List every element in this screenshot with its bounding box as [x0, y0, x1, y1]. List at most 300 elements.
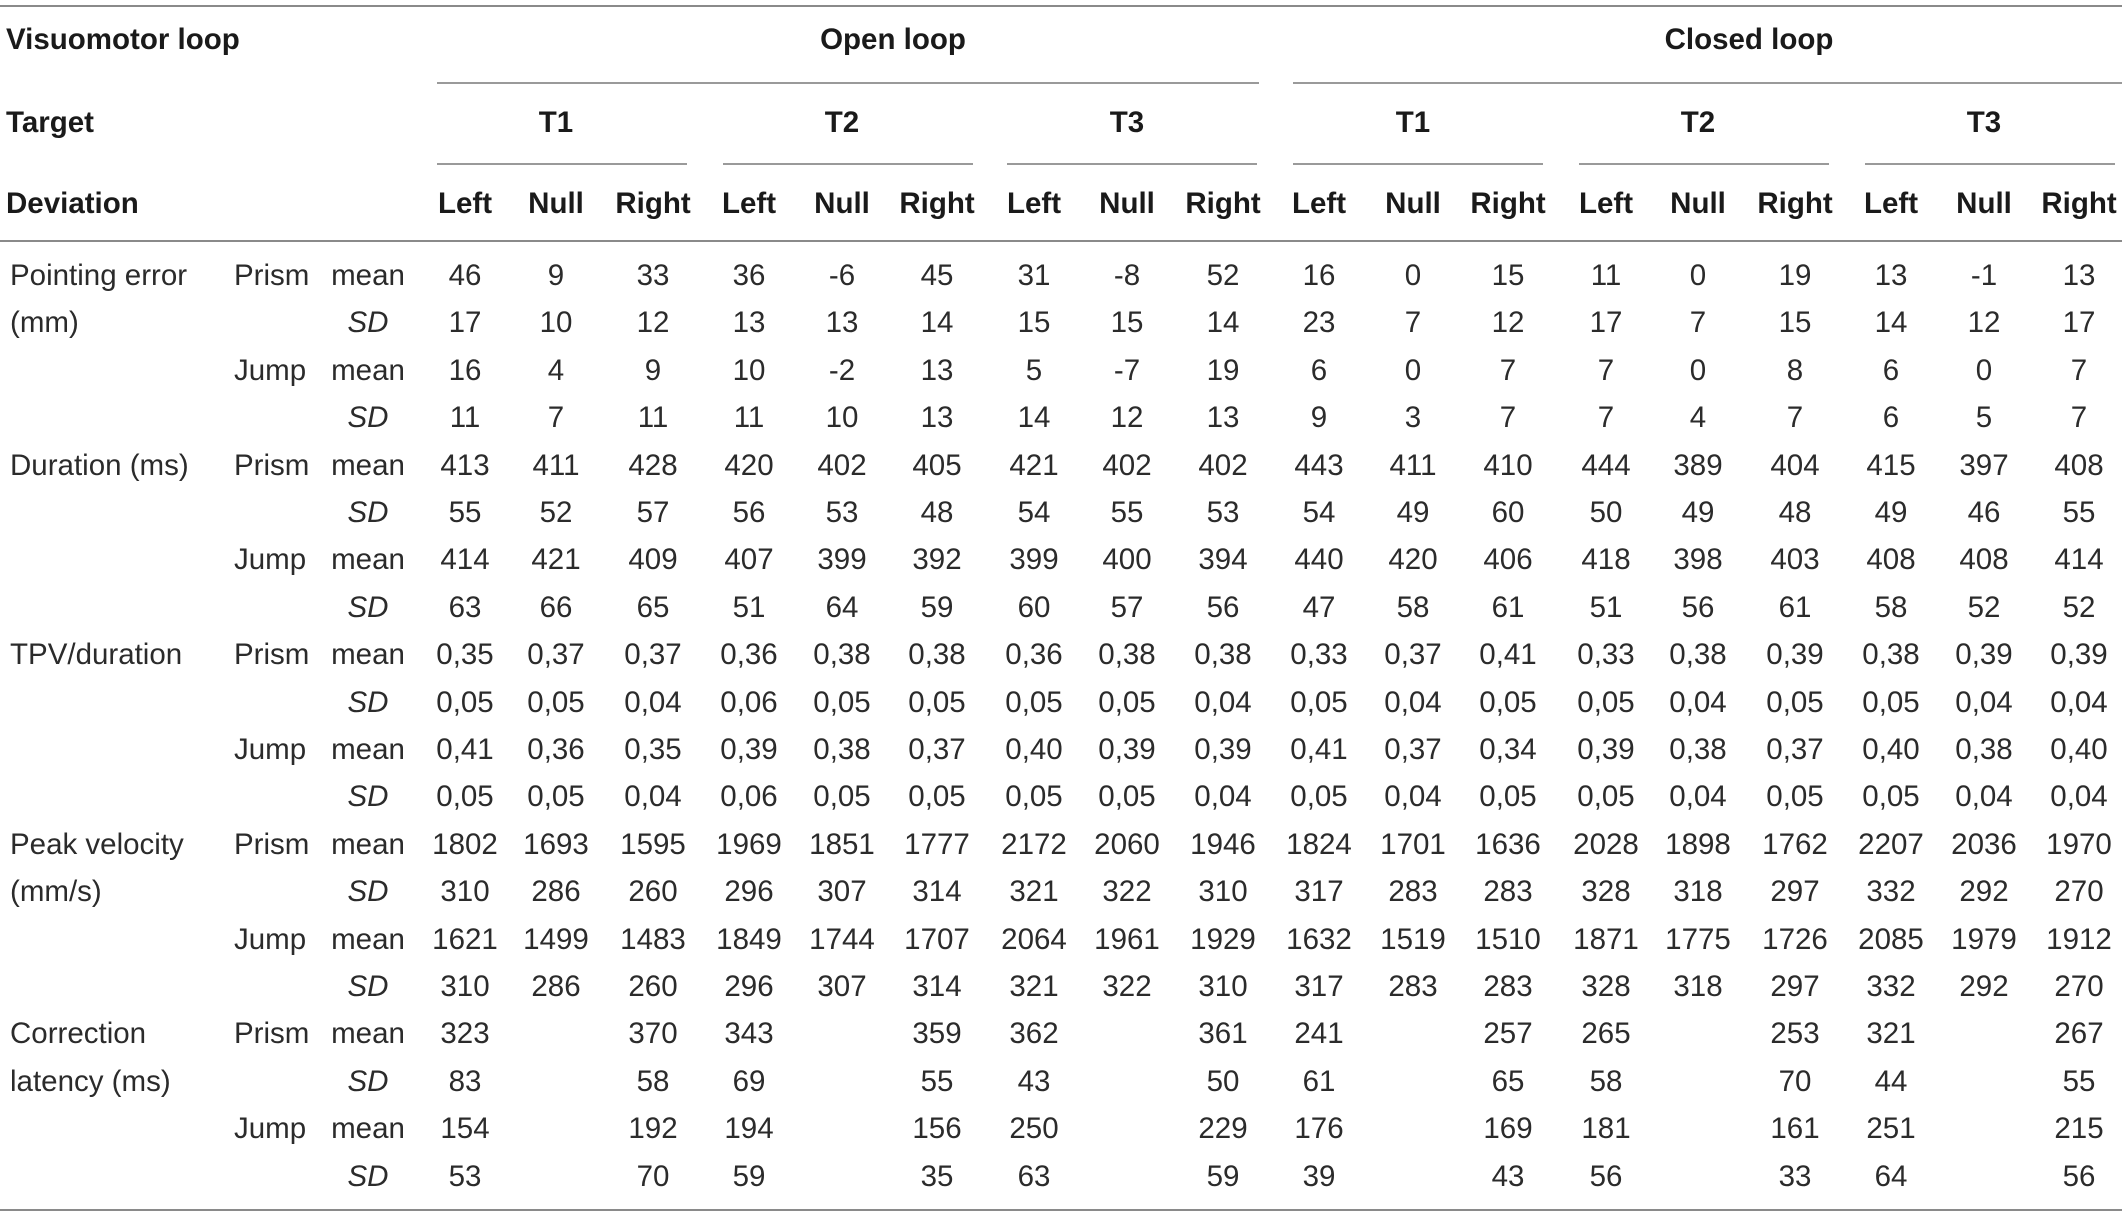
table-cell: -1: [1970, 259, 1998, 292]
row-stat-label: SD: [347, 875, 389, 909]
header-target: Target: [6, 106, 94, 139]
row-stat-label: SD: [347, 590, 389, 624]
table-cell: 318: [1673, 875, 1723, 909]
table-cell: 65: [1491, 1064, 1525, 1098]
table-cell: 48: [1778, 496, 1812, 529]
table-cell: 70: [636, 1159, 670, 1193]
table-cell: 317: [1294, 970, 1344, 1003]
table-cell: 13: [2062, 259, 2096, 292]
table-cell: 0,38: [1862, 638, 1920, 672]
table-cell: 0,04: [1669, 780, 1727, 814]
table-cell: 0,05: [1290, 685, 1348, 719]
table-cell: 12: [636, 306, 670, 340]
table-cell: 9: [1310, 401, 1328, 435]
table-cell: 51: [1589, 590, 1623, 624]
table-cell: 0,39: [1577, 733, 1635, 766]
table-cell: 17: [2062, 306, 2096, 340]
header-deviation-left: Left: [721, 187, 777, 220]
table-cell: 49: [1681, 496, 1715, 529]
table-cell: 61: [1778, 590, 1812, 624]
table-cell: 314: [912, 970, 962, 1003]
row-stat-label: SD: [347, 401, 389, 435]
table-cell: 56: [1589, 1159, 1623, 1193]
table-cell: 0,04: [1384, 685, 1442, 719]
table-cell: 0,38: [1098, 638, 1156, 672]
target-rule-4: [1293, 163, 1543, 165]
table-cell: 43: [1017, 1064, 1051, 1098]
row-measure-label: Pointing error: [10, 259, 188, 292]
row-stat-label: SD: [347, 780, 389, 814]
header-deviation-null: Null: [528, 187, 584, 220]
table-cell: 64: [825, 590, 859, 624]
table-cell: 13: [1206, 401, 1240, 435]
table-cell: 156: [912, 1112, 962, 1146]
header-deviation-null: Null: [1099, 187, 1155, 220]
table-cell: 229: [1198, 1112, 1248, 1146]
row-condition-label: Jump: [234, 543, 307, 577]
header-deviation-left: Left: [1578, 187, 1634, 220]
table-cell: 0,37: [1384, 733, 1442, 766]
table-cell: 0,05: [1479, 780, 1537, 814]
table-cell: 6: [1882, 353, 1900, 387]
table-cell: 406: [1483, 543, 1533, 577]
row-stat-label: mean: [331, 922, 405, 956]
table-cell: 0,04: [1955, 685, 2013, 719]
table-cell: 69: [732, 1064, 766, 1098]
table-cell: 2028: [1573, 827, 1639, 861]
table-cell: 9: [547, 259, 565, 292]
table-cell: 359: [912, 1017, 962, 1051]
table-cell: 39: [1302, 1159, 1336, 1193]
closed-loop-rule: [1293, 82, 2122, 84]
table-cell: 286: [531, 970, 581, 1003]
row-stat-label: SD: [347, 1159, 389, 1193]
table-cell: 0,06: [720, 685, 778, 719]
row-stat-label: mean: [331, 353, 405, 387]
table-cell: 0,05: [908, 685, 966, 719]
table-cell: 292: [1959, 875, 2009, 909]
table-cell: -7: [1113, 353, 1141, 387]
table-cell: 0,41: [1479, 638, 1537, 672]
table-cell: 414: [2054, 543, 2104, 577]
table-cell: 13: [920, 401, 954, 435]
table-cell: 0,40: [1005, 733, 1063, 766]
table-cell: 251: [1866, 1112, 1916, 1146]
table-cell: 12: [1110, 401, 1144, 435]
table-cell: 420: [724, 448, 774, 482]
table-cell: 0,40: [2050, 733, 2108, 766]
row-stat-label: mean: [331, 827, 405, 861]
table-cell: 370: [628, 1017, 678, 1051]
table-cell: 0,05: [1098, 685, 1156, 719]
table-cell: 286: [531, 875, 581, 909]
table-cell: 317: [1294, 875, 1344, 909]
table-cell: 414: [440, 543, 490, 577]
table-cell: 0,04: [1194, 685, 1252, 719]
table-cell: 192: [628, 1112, 678, 1146]
table-cell: 1499: [523, 922, 589, 956]
table-cell: 260: [628, 875, 678, 909]
table-cell: 17: [448, 306, 482, 340]
table-cell: 11: [733, 401, 765, 435]
header-deviation-right: Right: [2041, 187, 2117, 220]
header-deviation-right: Right: [1757, 187, 1833, 220]
table-cell: 0,37: [1766, 733, 1824, 766]
table-cell: 400: [1102, 543, 1152, 577]
table-cell: 296: [724, 970, 774, 1003]
table-cell: 421: [1009, 448, 1059, 482]
table-cell: 250: [1009, 1112, 1059, 1146]
table-cell: 1802: [432, 827, 498, 861]
header-loop-open: Open loop: [820, 23, 966, 56]
header-deviation-right: Right: [1470, 187, 1546, 220]
table-cell: 59: [920, 590, 954, 624]
table-cell: 1777: [904, 827, 970, 861]
table-cell: 310: [440, 970, 490, 1003]
table-cell: 297: [1770, 970, 1820, 1003]
table-cell: 389: [1673, 448, 1723, 482]
table-cell: 2036: [1951, 827, 2017, 861]
table-cell: 16: [1302, 259, 1336, 292]
table-cell: 15: [1017, 306, 1051, 340]
table-cell: 1707: [904, 922, 970, 956]
table-cell: 0,05: [1005, 780, 1063, 814]
table-cell: 53: [1206, 496, 1240, 529]
table-cell: 0,39: [720, 733, 778, 766]
header-target-2: T2: [824, 106, 860, 139]
row-condition-label: Prism: [234, 638, 310, 672]
table-cell: 52: [539, 496, 573, 529]
header-deviation-left: Left: [1006, 187, 1062, 220]
header-visuomotor-loop: Visuomotor loop: [6, 23, 240, 56]
table-cell: -8: [1113, 259, 1141, 292]
row-measure-label: latency (ms): [10, 1064, 171, 1098]
table-cell: 10: [825, 401, 859, 435]
table-cell: 397: [1959, 448, 2009, 482]
table-cell: 57: [1110, 590, 1144, 624]
table-cell: 0,38: [813, 638, 871, 672]
table-cell: 1595: [620, 827, 686, 861]
table-cell: 11: [1590, 259, 1622, 292]
table-cell: 83: [448, 1064, 482, 1098]
table-cell: 297: [1770, 875, 1820, 909]
table-cell: 260: [628, 970, 678, 1003]
table-cell: 6: [1882, 401, 1900, 435]
table-cell: 7: [1499, 353, 1517, 387]
row-stat-label: mean: [331, 543, 405, 577]
table-cell: 1849: [716, 922, 782, 956]
table-cell: 0,05: [1479, 685, 1537, 719]
table-cell: 0,38: [1669, 733, 1727, 766]
table-cell: 4: [1689, 401, 1707, 435]
bottom-rule: [0, 1209, 2122, 1211]
table-cell: 0,37: [527, 638, 585, 672]
table-cell: 0,05: [1862, 685, 1920, 719]
table-cell: 0,05: [527, 685, 585, 719]
table-cell: 409: [628, 543, 678, 577]
table-cell: 283: [1388, 970, 1438, 1003]
table-cell: 52: [2062, 590, 2096, 624]
table-cell: 7: [1597, 401, 1615, 435]
table-cell: 323: [440, 1017, 490, 1051]
table-cell: 1483: [620, 922, 686, 956]
table-cell: 0,05: [813, 780, 871, 814]
table-cell: 267: [2054, 1017, 2104, 1051]
table-cell: 328: [1581, 970, 1631, 1003]
table-cell: 0,05: [1862, 780, 1920, 814]
table-cell: 169: [1483, 1112, 1533, 1146]
row-measure-label: Duration (ms): [10, 448, 189, 482]
table-cell: 49: [1874, 496, 1908, 529]
row-condition-label: Prism: [234, 827, 310, 861]
table-cell: 55: [2062, 1064, 2096, 1098]
header-target-1: T1: [538, 106, 574, 139]
table-cell: 410: [1483, 448, 1533, 482]
table-cell: 154: [440, 1112, 490, 1146]
table-cell: 283: [1483, 970, 1533, 1003]
table-cell: 13: [732, 306, 766, 340]
table-cell: 0,37: [1384, 638, 1442, 672]
table-cell: 411: [1389, 448, 1437, 482]
table-cell: 1693: [523, 827, 589, 861]
table-cell: 361: [1198, 1017, 1248, 1051]
header-target-3: T3: [1109, 106, 1145, 139]
table-cell: 296: [724, 875, 774, 909]
table-cell: 12: [1967, 306, 2001, 340]
table-cell: 314: [912, 875, 962, 909]
table-cell: 11: [637, 401, 669, 435]
table-cell: 0: [1404, 259, 1422, 292]
header-deviation-right: Right: [1185, 187, 1261, 220]
header-deviation-left: Left: [1291, 187, 1347, 220]
top-rule: [0, 5, 2122, 7]
row-condition-label: Jump: [234, 1112, 307, 1146]
header-loop-closed: Closed loop: [1664, 23, 1834, 56]
header-deviation: Deviation: [6, 187, 139, 220]
row-condition-label: Jump: [234, 922, 307, 956]
table-cell: 307: [817, 970, 867, 1003]
table-cell: 54: [1017, 496, 1051, 529]
table-cell: 399: [1009, 543, 1059, 577]
row-stat-label: SD: [347, 1064, 389, 1098]
table-cell: 265: [1581, 1017, 1631, 1051]
table-cell: 399: [817, 543, 867, 577]
table-cell: 57: [636, 496, 670, 529]
table-cell: 51: [732, 590, 766, 624]
table-cell: 0,04: [1194, 780, 1252, 814]
table-cell: 5: [1025, 353, 1043, 387]
header-deviation-null: Null: [1385, 187, 1441, 220]
table-cell: 56: [1681, 590, 1715, 624]
table-cell: 14: [1017, 401, 1051, 435]
table-cell: 176: [1294, 1112, 1344, 1146]
table-cell: 0,05: [436, 780, 494, 814]
row-stat-label: SD: [347, 970, 389, 1003]
table-cell: 58: [1396, 590, 1430, 624]
table-cell: 428: [628, 448, 678, 482]
table-cell: 19: [1206, 353, 1240, 387]
row-condition-label: Jump: [234, 353, 307, 387]
table-cell: 14: [1874, 306, 1908, 340]
table-cell: 0,05: [1766, 780, 1824, 814]
table-cell: 31: [1017, 259, 1051, 292]
header-deviation-left: Left: [1863, 187, 1919, 220]
table-cell: 55: [1110, 496, 1144, 529]
header-target-5: T2: [1680, 106, 1716, 139]
table-cell: 310: [440, 875, 490, 909]
table-cell: 181: [1581, 1112, 1631, 1146]
table-cell: 60: [1491, 496, 1525, 529]
table-cell: 44: [1874, 1064, 1908, 1098]
table-cell: 1851: [809, 827, 875, 861]
table-cell: 12: [1491, 306, 1525, 340]
table-cell: 1762: [1762, 827, 1828, 861]
table-cell: 1632: [1286, 922, 1352, 956]
table-cell: 0,36: [1005, 638, 1063, 672]
header-bottom-rule: [0, 240, 2122, 242]
table-cell: 1824: [1286, 827, 1352, 861]
table-cell: 0,33: [1290, 638, 1348, 672]
table-cell: 215: [2054, 1112, 2104, 1146]
row-measure-label: (mm/s): [10, 875, 102, 909]
table-cell: 194: [724, 1112, 774, 1146]
table-cell: -2: [828, 353, 856, 387]
table-cell: 0,35: [624, 733, 682, 766]
table-cell: 48: [920, 496, 954, 529]
table-cell: 443: [1294, 448, 1344, 482]
table-cell: 418: [1581, 543, 1631, 577]
table-cell: 1726: [1762, 922, 1828, 956]
table-cell: 362: [1009, 1017, 1059, 1051]
table-cell: 310: [1198, 875, 1248, 909]
table-cell: 17: [1589, 306, 1623, 340]
table-cell: 0,36: [527, 733, 585, 766]
table-cell: 7: [1689, 306, 1707, 340]
table-cell: 1946: [1190, 827, 1256, 861]
table-cell: 52: [1206, 259, 1240, 292]
row-condition-label: Prism: [234, 259, 310, 292]
table-cell: 270: [2054, 970, 2104, 1003]
row-condition-label: Prism: [234, 448, 310, 482]
table-cell: 50: [1206, 1064, 1240, 1098]
table-cell: 14: [1206, 306, 1240, 340]
table-cell: 63: [448, 590, 482, 624]
table-cell: 0,04: [2050, 685, 2108, 719]
table-cell: 55: [2062, 496, 2096, 529]
table-cell: 0,36: [720, 638, 778, 672]
table-cell: 413: [440, 448, 490, 482]
table-cell: 10: [539, 306, 573, 340]
row-condition-label: Jump: [234, 733, 307, 766]
table-cell: 43: [1491, 1159, 1525, 1193]
table-cell: 3: [1404, 401, 1422, 435]
table-cell: 1961: [1094, 922, 1160, 956]
table-cell: 10: [732, 353, 766, 387]
table-cell: 257: [1483, 1017, 1533, 1051]
row-stat-label: mean: [331, 1112, 405, 1146]
table-cell: 60: [1017, 590, 1051, 624]
table-cell: 46: [1967, 496, 2001, 529]
target-rule-3: [1007, 163, 1257, 165]
table-cell: 270: [2054, 875, 2104, 909]
table-cell: 322: [1102, 875, 1152, 909]
table-cell: 0,37: [624, 638, 682, 672]
header-deviation-null: Null: [1670, 187, 1726, 220]
table-cell: 1979: [1951, 922, 2017, 956]
table-cell: 322: [1102, 970, 1152, 1003]
table-cell: 1969: [716, 827, 782, 861]
table-cell: 408: [1866, 543, 1916, 577]
row-measure-label: TPV/duration: [10, 638, 183, 672]
table-cell: 403: [1770, 543, 1820, 577]
table-cell: 0: [1975, 353, 1993, 387]
table-cell: 14: [920, 306, 954, 340]
table-cell: 6: [1310, 353, 1328, 387]
table-cell: 0,38: [1669, 638, 1727, 672]
row-stat-label: SD: [347, 306, 389, 340]
table-cell: -6: [828, 259, 856, 292]
table-cell: 61: [1302, 1064, 1336, 1098]
table-cell: 411: [532, 448, 580, 482]
row-stat-label: mean: [331, 1017, 405, 1051]
table-cell: 0,05: [813, 685, 871, 719]
row-measure-label: Peak velocity: [10, 827, 184, 861]
table-cell: 444: [1581, 448, 1631, 482]
table-cell: 0,05: [436, 685, 494, 719]
table-cell: 7: [2070, 401, 2088, 435]
table-cell: 47: [1302, 590, 1336, 624]
table-cell: 415: [1866, 448, 1916, 482]
table-cell: 55: [448, 496, 482, 529]
table-cell: 407: [724, 543, 774, 577]
table-cell: 7: [547, 401, 565, 435]
table-cell: 283: [1483, 875, 1533, 909]
table-cell: 9: [644, 353, 662, 387]
table-cell: 0,05: [1290, 780, 1348, 814]
table-cell: 2172: [1001, 827, 1067, 861]
table-cell: 318: [1673, 970, 1723, 1003]
table-cell: 343: [724, 1017, 774, 1051]
table-cell: 33: [636, 259, 670, 292]
table-cell: 1519: [1380, 922, 1446, 956]
table-cell: 0,05: [1577, 780, 1635, 814]
table-cell: 392: [912, 543, 962, 577]
table-cell: 7: [2070, 353, 2088, 387]
table-cell: 1775: [1665, 922, 1731, 956]
table-cell: 15: [1778, 306, 1812, 340]
header-deviation-right: Right: [899, 187, 975, 220]
header-deviation-null: Null: [814, 187, 870, 220]
table-cell: 332: [1866, 970, 1916, 1003]
table-cell: 0,06: [720, 780, 778, 814]
table-cell: 70: [1778, 1064, 1812, 1098]
table-cell: 0,38: [1955, 733, 2013, 766]
table-cell: 0,41: [1290, 733, 1348, 766]
row-stat-label: mean: [331, 733, 405, 766]
table-cell: 398: [1673, 543, 1723, 577]
header-deviation-right: Right: [615, 187, 691, 220]
table-cell: 394: [1198, 543, 1248, 577]
table-cell: 7: [1597, 353, 1615, 387]
table-cell: 0,38: [1194, 638, 1252, 672]
table-cell: 402: [817, 448, 867, 482]
table-cell: 292: [1959, 970, 2009, 1003]
table-cell: 0,39: [2050, 638, 2108, 672]
row-stat-label: mean: [331, 638, 405, 672]
table-cell: 35: [920, 1159, 954, 1193]
table-cell: 11: [449, 401, 481, 435]
table-cell: 328: [1581, 875, 1631, 909]
